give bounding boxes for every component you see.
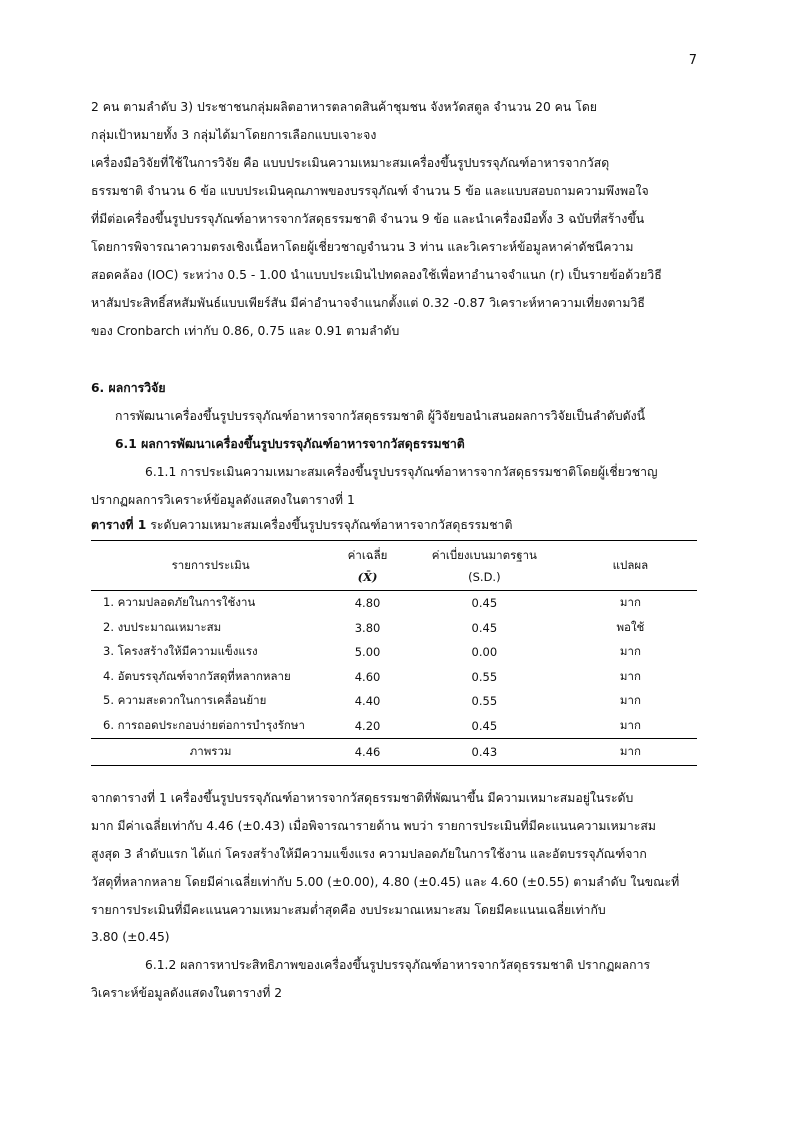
page-number: 7: [688, 53, 697, 68]
section-intro: การพัฒนาเครื่องขึ้นรูปบรรจุภัณฑ์อาหารจากวัสดุธรรมชาติ ผู้วิจัยขอนำเสนอผลการวิจัยเป็นลำดับดังนี้: [115, 409, 646, 423]
cell-item: 3. โครงสร้างให้มีความแข็งแรง: [103, 644, 258, 659]
body-text-line: จากตารางที่ 1 เครื่องขึ้นรูปบรรจุภัณฑ์อาหารจากวัสดุธรรมชาติที่พัฒนาขึ้น มีความเหมาะสมอยู่ในระดับ: [91, 791, 634, 805]
subsection-heading: 6.1 ผลการพัฒนาเครื่องขึ้นรูปบรรจุภัณฑ์อาหารจากวัสดุธรรมชาติ: [115, 437, 465, 451]
col-header-mean-label: ค่าเฉลี่ย: [347, 548, 388, 562]
cell-interpretation: มาก: [619, 668, 641, 683]
cell-sd: 0.45: [471, 718, 498, 733]
cell-total-mean: 4.46: [330, 739, 405, 766]
body-text-line: 3.80 (±0.45): [91, 930, 170, 944]
col-header-sd-label: ค่าเบี่ยงเบนมาตรฐาน: [431, 548, 537, 562]
cell-sd: 0.55: [471, 694, 498, 709]
body-text-line: สอดคล้อง (IOC) ระหว่าง 0.5 - 1.00 นำแบบประเมินไปทดลองใช้เพื่อหาอำนาจจำแนก (r) เป็นรายข้อด้วยวิธี: [91, 268, 662, 282]
cell-item: 4. อัตบรรจุภัณฑ์จากวัสดุที่หลากหลาย: [103, 668, 291, 683]
body-text-line: โดยการพิจารณาความตรงเชิงเนื้อหาโดยผู้เชี่ยวชาญจำนวน 3 ท่าน และวิเคราะห์ข้อมูลหาค่าดัชนีความ: [91, 240, 634, 254]
table-row: [91, 616, 697, 641]
cell-mean: 4.80: [354, 596, 381, 611]
cell-interpretation: มาก: [619, 595, 641, 610]
col-header-interpretation: แปลผล: [564, 541, 697, 591]
table-row: [91, 714, 697, 739]
table-row: [91, 591, 697, 616]
cell-interpretation: มาก: [619, 693, 641, 708]
mean-symbol: (X̄): [357, 570, 378, 584]
body-text-line: หาสัมประสิทธิ์สหสัมพันธ์แบบเพียร์สัน มีค่าอำนาจจำแนกตั้งแต่ 0.32 -0.87 วิเคราะห์หาความเที่ยงตามวิธี: [91, 296, 645, 310]
col-header-item: รายการประเมิน: [91, 541, 330, 591]
cell-sd: 0.45: [471, 620, 498, 635]
table-row: [91, 665, 697, 690]
cell-sd: 0.00: [471, 645, 498, 660]
body-text-line: ที่มีต่อเครื่องขึ้นรูปบรรจุภัณฑ์อาหารจากวัสดุธรรมชาติ จำนวน 9 ข้อ และนำเครื่องมือทั้ง 3 ฉบับที่สร้างขึ้น: [91, 212, 645, 226]
paragraph-611-cont: ปรากฏผลการวิเคราะห์ข้อมูลดังแสดงในตารางที่ 1: [91, 493, 355, 507]
table-total-row: [91, 739, 697, 766]
body-text-line: ธรรมชาติ จำนวน 6 ข้อ แบบประเมินคุณภาพของบรรจุภัณฑ์ จำนวน 5 ข้อ และแบบสอบถามความพึงพอใจ: [91, 184, 649, 198]
body-text-line: เครื่องมือวิจัยที่ใช้ในการวิจัย คือ แบบประเมินความเหมาะสมเครื่องขึ้นรูปบรรจุภัณฑ์อาหารจากวัสดุ: [91, 156, 610, 170]
table-header-row: [91, 541, 697, 591]
body-text-line: กลุ่มเป้าหมายทั้ง 3 กลุ่มได้มาโดยการเลือกแบบเจาะจง: [91, 128, 377, 142]
cell-mean: 4.60: [354, 669, 381, 684]
col-header-sd: [405, 541, 564, 591]
cell-interpretation: มาก: [619, 717, 641, 732]
cell-item: 5. ความสะดวกในการเคลื่อนย้าย: [103, 693, 267, 708]
cell-mean: 5.00: [354, 645, 381, 660]
col-header-mean: [330, 541, 405, 591]
table-row: [91, 689, 697, 714]
table-caption-label: ตารางที่ 1: [91, 518, 147, 532]
body-text-line: มาก มีค่าเฉลี่ยเท่ากับ 4.46 (±0.43) เมื่อพิจารณารายด้าน พบว่า รายการประเมินที่มีคะแนนความเหมาะสม: [91, 819, 657, 833]
table-row: [91, 640, 697, 665]
body-text-line: 2 คน ตามลำดับ 3) ประชาชนกลุ่มผลิตอาหารตลาดสินค้าชุมชน จังหวัดสตูล จำนวน 20 คน โดย: [91, 100, 598, 114]
body-text-line: รายการประเมินที่มีคะแนนความเหมาะสมต่ำสุดคือ งบประมาณเหมาะสม โดยมีคะแนนเฉลี่ยเท่ากับ: [91, 903, 606, 917]
paragraph-611: 6.1.1 การประเมินความเหมาะสมเครื่องขึ้นรูปบรรจุภัณฑ์อาหารจากวัสดุธรรมชาติโดยผู้เชี่ยวชาญ: [145, 465, 658, 479]
cell-item: 6. การถอดประกอบง่ายต่อการบำรุงรักษา: [103, 717, 305, 732]
paragraph-612: 6.1.2 ผลการหาประสิทธิภาพของเครื่องขึ้นรูปบรรจุภัณฑ์อาหารจากวัสดุธรรมชาติ ปรากฏผลการ: [145, 958, 651, 972]
table-caption-text: ระดับความเหมาะสมเครื่องขึ้นรูปบรรจุภัณฑ์อาหารจากวัสดุธรรมชาติ: [146, 518, 513, 532]
cell-total-label: ภาพรวม: [91, 739, 330, 766]
cell-total-interpretation: มาก: [564, 739, 697, 766]
body-text-line: สูงสุด 3 ลำดับแรก ได้แก่ โครงสร้างให้มีความแข็งแรง ความปลอดภัยในการใช้งาน และอัตบรรจุภัณฑ์จาก: [91, 847, 647, 861]
cell-item: 2. งบประมาณเหมาะสม: [103, 619, 222, 634]
paragraph-612-cont: วิเคราะห์ข้อมูลดังแสดงในตารางที่ 2: [91, 986, 283, 1000]
cell-mean: 3.80: [354, 620, 381, 635]
cell-interpretation: มาก: [619, 644, 641, 659]
cell-total-sd: 0.43: [405, 739, 564, 766]
cell-item: 1. ความปลอดภัยในการใช้งาน: [103, 595, 256, 610]
table-caption: [91, 516, 512, 534]
cell-sd: 0.55: [471, 669, 498, 684]
evaluation-table: [91, 540, 697, 766]
body-text-line: ของ Cronbarch เท่ากับ 0.86, 0.75 และ 0.91 ตามลำดับ: [91, 324, 400, 338]
cell-mean: 4.40: [354, 694, 381, 709]
cell-interpretation: พอใช้: [616, 619, 645, 634]
col-header-sd-sub: (S.D.): [468, 570, 501, 584]
cell-mean: 4.20: [354, 718, 381, 733]
body-text-line: วัสดุที่หลากหลาย โดยมีค่าเฉลี่ยเท่ากับ 5.00 (±0.00), 4.80 (±0.45) และ 4.60 (±0.55) ตามลำดับ ในขณะที่: [91, 875, 680, 889]
section-heading: 6. ผลการวิจัย: [91, 381, 166, 395]
cell-sd: 0.45: [471, 596, 498, 611]
